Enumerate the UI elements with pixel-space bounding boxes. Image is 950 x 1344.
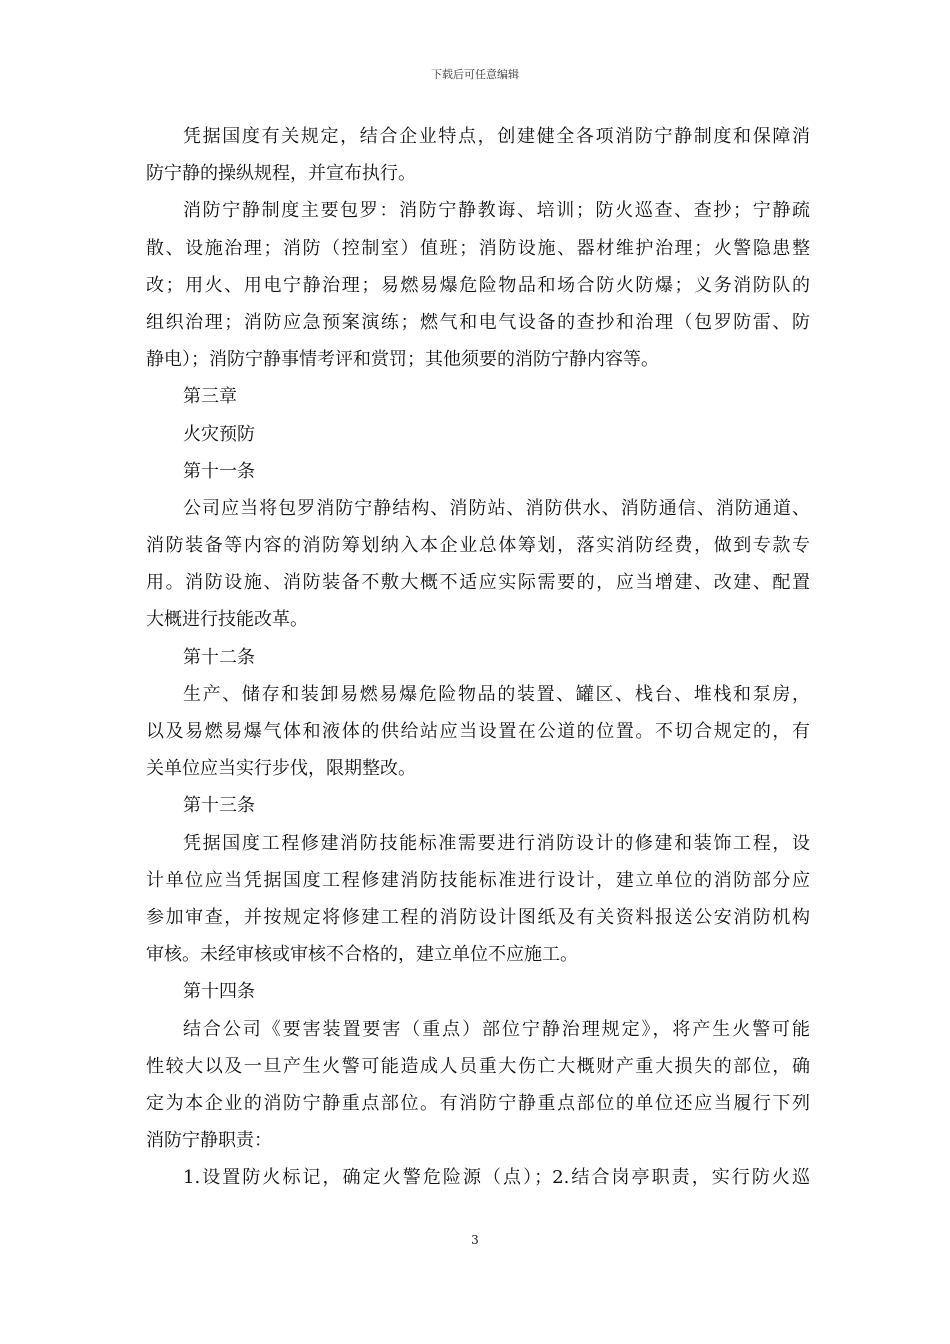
paragraph-line: 大概进行技能改革。 [146,609,308,631]
page-header: 下载后可任意编辑 [431,68,519,81]
paragraph-line: 计单位应当凭据国度工程修建消防技能标准进行设计，建立单位的消防部分应 [146,869,810,891]
paragraph-line: 消防装备等内容的消防筹划纳入本企业总体筹划，落实消防经费，做到专款专 [146,535,810,557]
chapter-heading: 第三章 [183,386,237,408]
paragraph-line: 关单位应当实行步伐，限期整改。 [146,758,416,780]
paragraph-line: 静电）；消防宁静事情考评和赏罚；其他须要的消防宁静内容等。 [146,349,659,371]
paragraph-line: 改；用火、用电宁静治理；易燃易爆危险物品和场合防火防爆；义务消防队的 [146,274,810,296]
paragraph-line: 生产、储存和装卸易燃易爆危险物品的装置、罐区、栈台、堆栈和泵房， [183,683,810,705]
paragraph-line: 散、设施治理；消防（控制室）值班；消防设施、器材维护治理；火警隐患整 [146,237,810,259]
paragraph-line: 凭据国度工程修建消防技能标准需要进行消防设计的修建和装饰工程，设 [183,832,810,854]
paragraph-line: 消防宁静职责： [146,1130,272,1152]
article-heading: 第十三条 [183,795,255,817]
paragraph-line: 消防宁静制度主要包罗：消防宁静教诲、培训；防火巡查、查抄；宁静疏 [183,200,810,222]
paragraph-line: 参加审查，并按规定将修建工程的消防设计图纸及有关资料报送公安消防机构 [146,906,810,928]
paragraph-line: 性较大以及一旦产生火警可能造成人员重大伤亡大概财产重大损失的部位，确 [146,1055,810,1077]
paragraph-line: 审核。未经审核或审核不合格的，建立单位不应施工。 [146,944,578,966]
paragraph-line: 防宁静的操纵规程，并宣布执行。 [146,163,416,185]
article-heading: 第十一条 [183,460,255,482]
paragraph-line: 公司应当将包罗消防宁静结构、消防站、消防供水、消防通信、消防通道、 [183,497,810,519]
chapter-title: 火灾预防 [183,423,255,445]
paragraph-line: 凭据国度有关规定，结合企业特点，创建健全各项消防宁静制度和保障消 [183,126,810,147]
article-heading: 第十四条 [183,981,255,1003]
paragraph-line: 以及易燃易爆气体和液体的供给站应当设置在公道的位置。不切合规定的，有 [146,721,810,742]
paragraph-line: 用。消防设施、消防装备不敷大概不适应实际需要的，应当增建、改建、配置 [146,572,810,594]
article-heading: 第十二条 [183,646,255,668]
document-body [146,118,810,1196]
paragraph-line: 1.设置防火标记，确定火警危险源（点）；2.结合岗亭职责，实行防火巡 [183,1167,810,1189]
paragraph-line: 定为本企业的消防宁静重点部位。有消防宁静重点部位的单位还应当履行下列 [146,1092,810,1114]
page-number: 3 [471,1233,479,1247]
paragraph-line: 组织治理；消防应急预案演练；燃气和电气设备的查抄和治理（包罗防雷、防 [146,311,810,333]
paragraph-line: 结合公司《要害装置要害（重点）部位宁静治理规定》，将产生火警可能 [183,1018,810,1040]
